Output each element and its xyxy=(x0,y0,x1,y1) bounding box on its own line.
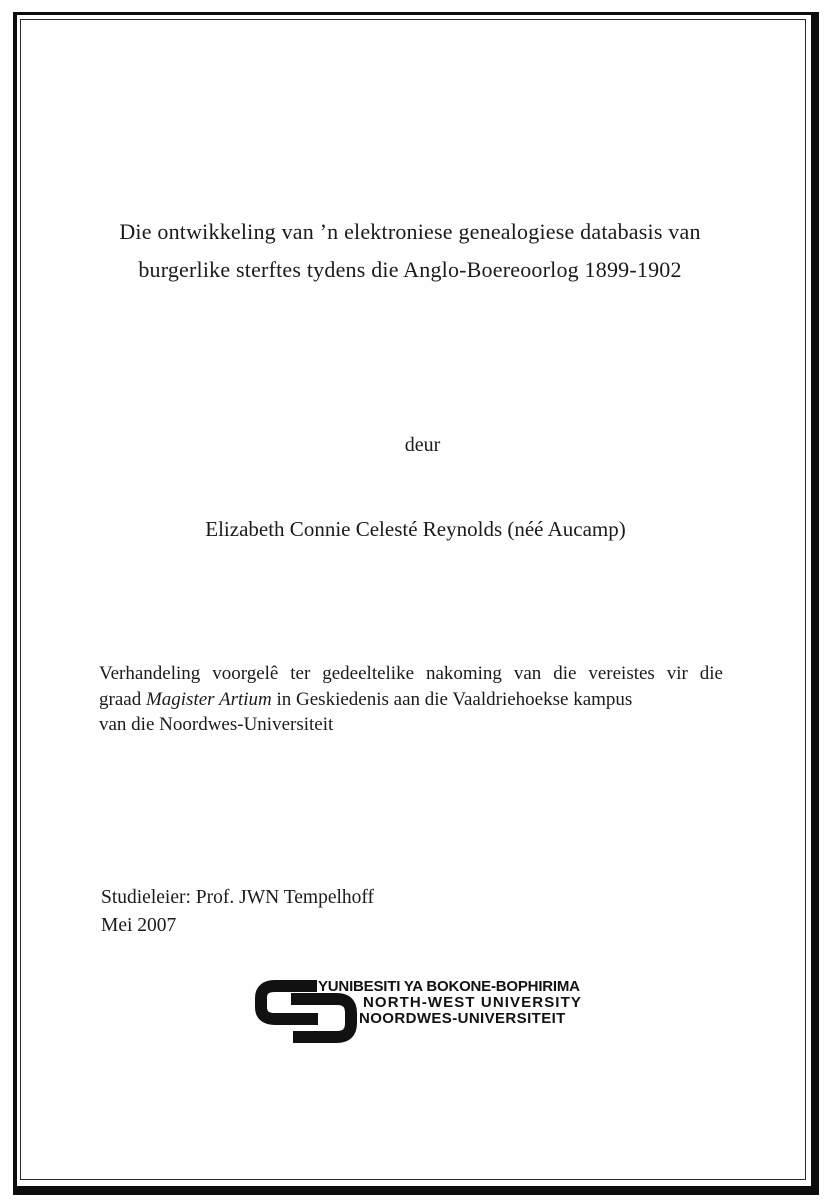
logo-text-setswana: YUNIBESITI YA BOKONE-BOPHIRIMA xyxy=(318,978,580,995)
supervisor-block xyxy=(101,884,374,939)
thesis-title-line-2: burgerlike sterftes tydens die Anglo-Boereoorlog 1899-1902 xyxy=(138,257,682,282)
statement-line-2 xyxy=(99,687,723,713)
logo-text-afrikaans: NOORDWES-UNIVERSITEIT xyxy=(359,1010,566,1027)
statement-line-2-suffix: in Geskiedenis aan die Vaaldriehoekse kampus xyxy=(271,688,633,710)
nwu-logo-text xyxy=(318,978,582,1027)
statement-line-2-prefix: graad xyxy=(99,688,146,710)
degree-name-italic: Magister Artium xyxy=(145,688,272,710)
supervisor-line: Studieleier: Prof. JWN Tempelhoff xyxy=(101,887,375,908)
nwu-logo xyxy=(255,978,582,1046)
logo-text-english: NORTH-WEST UNIVERSITY xyxy=(363,994,582,1011)
statement-line-1: Verhandeling voorgelê ter gedeeltelike nakoming van die vereistes vir die xyxy=(99,663,723,684)
author-name: Elizabeth Connie Celesté Reynolds (néé Aucamp) xyxy=(205,517,626,541)
thesis-title-line-1: Die ontwikkeling van ’n elektroniese genealogiese databasis van xyxy=(119,219,701,244)
thesis-title xyxy=(60,213,760,289)
submission-statement xyxy=(99,661,723,738)
statement-line-3: van die Noordwes-Universiteit xyxy=(99,714,334,735)
byline-deur: deur xyxy=(404,434,441,456)
date-line: Mei 2007 xyxy=(101,914,177,936)
